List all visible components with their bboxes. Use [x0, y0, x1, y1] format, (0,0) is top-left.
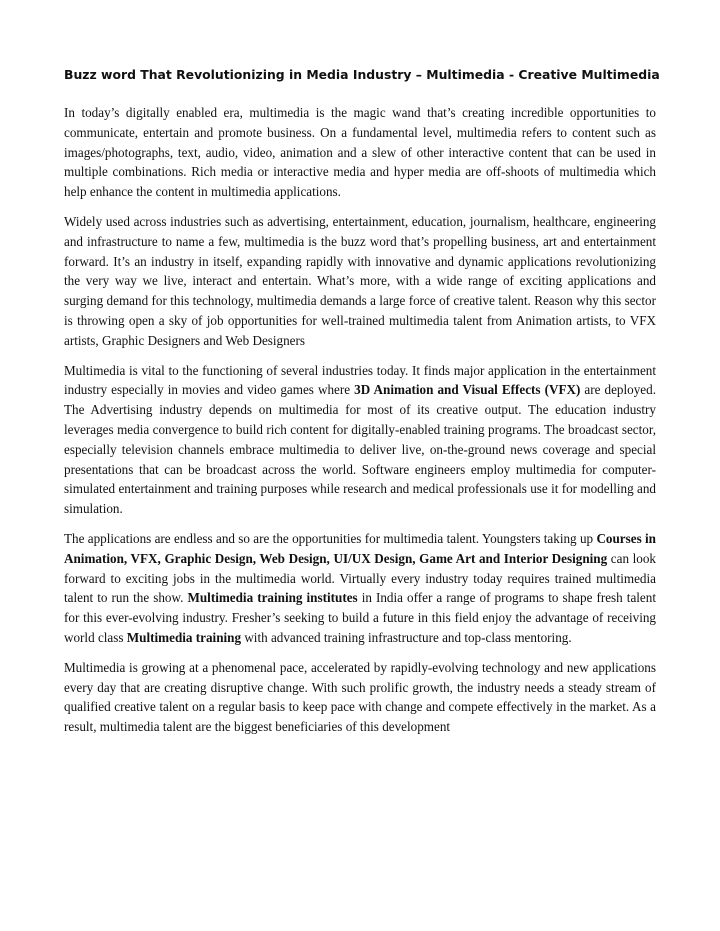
document-body [64, 103, 656, 747]
paragraph-intro: In today’s digitally enabled era, multimedia is the magic wand that’s creating incredible opportunities to communicate, entertain and promote business. On a fundamental level, multimedia refers to content such as images/photographs, text, audio, video, animation and a slew of other interactive content that can be used in multiple combinations. Rich media or interactive media and hyper media are off-shoots of multimedia which help enhance the content in multimedia applications. [64, 105, 656, 200]
document-title: Buzz word That Revolutionizing in Media Industry – Multimedia - Creative Multimedia [64, 67, 660, 82]
paragraph-text: in India offer a range of programs to shape fresh talent for this ever-evolving industry. Fresher’s seeking to build a future in this field enjoy the advantage of receiving world class [64, 590, 656, 645]
paragraph-text: Multimedia is vital to the functioning of several industries today. It finds major application in the entertainment industry especially in movies and video games where [64, 362, 656, 398]
emphasis-courses: Courses in Animation, VFX, Graphic Design, Web Design, UI/UX Design, Game Art and Interior Designing [64, 530, 656, 566]
paragraph-opportunities [64, 529, 656, 648]
paragraph-text: The applications are endless and so are the opportunities for multimedia talent. Youngsters taking up [64, 530, 597, 546]
paragraph-growth: Multimedia is growing at a phenomenal pace, accelerated by rapidly-evolving technology and new applications every day that are creating disruptive change. With such prolific growth, the industry needs a steady stream of qualified creative talent on a regular basis to keep pace with change and compete effectively in the market. As a result, multimedia talent are the biggest beneficiaries of this development [64, 659, 656, 735]
paragraph-applications [64, 361, 656, 519]
paragraph-text: can look forward to exciting jobs in the multimedia world. Virtually every industry today requires trained multimedia talent to run the show. [64, 550, 656, 606]
paragraph-text: are deployed. The Advertising industry depends on multimedia for most of its creative output. The education industry leverages media convergence to build rich content for digitally-enabled training programs. The broadcast sector, especially television channels embrace multimedia to deliver live, on-the-ground news coverage and special presentations that can be broadcast across the world. Software engineers employ multimedia for computer-simulated entertainment and training purposes while research and medical professionals use it for modelling and simulation. [64, 382, 656, 517]
emphasis-3d-animation-vfx: 3D Animation and Visual Effects (VFX) [354, 382, 581, 398]
paragraph-industries: Widely used across industries such as advertising, entertainment, education, journalism, healthcare, engineering and infrastructure to name a few, multimedia is the buzz word that’s propelling business, art and entertainment forward. It’s an industry in itself, expanding rapidly with innovative and dynamic applications revolutionizing the very way we live, interact and entertain. What’s more, with a wide range of exciting applications and surging demand for this technology, multimedia demands a large force of creative talent. Reason why this sector is throwing open a sky of job opportunities for well-trained multimedia talent from Animation artists, to VFX artists, Graphic Designers and Web Designers [64, 213, 656, 348]
paragraph-text: with advanced training infrastructure and top-class mentoring. [241, 629, 572, 645]
emphasis-multimedia-training: Multimedia training [126, 629, 242, 645]
emphasis-training-institutes: Multimedia training institutes [187, 590, 358, 606]
